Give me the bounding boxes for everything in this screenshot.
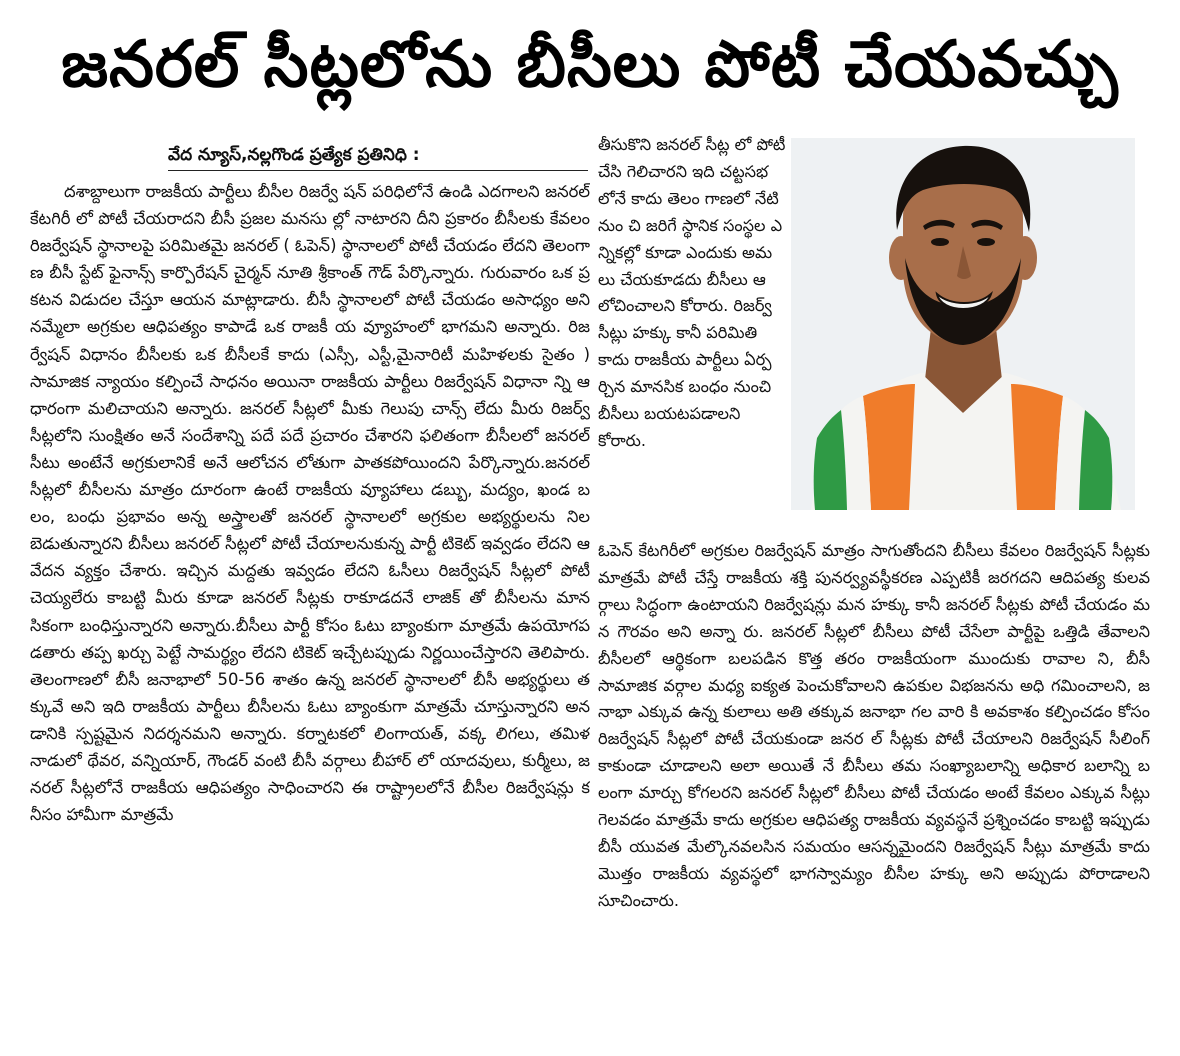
article-paragraph: తీసుకొని జనరల్ సీట్ల లో పోటీ చేసి గెలిచారని ఇది చట్టసభలోనే కాదు తెలం గాణలో నేటి నుం చి జరిగే స్థానిక సంస్థల ఎన్నికల్లో కూడా ఎందుకు అమలు చేయకూడదు బీసీలు ఆలోచించాలని కోరారు. రిజర్వ్ సీట్లు హక్కు కానీ పరిమితి కాదు రాజకీయ పార్టీలు ఏర్పర్చిన మానసిక బంధం నుంచి బీసీలు బయటపడాలని కోరారు. xyxy=(598,135,786,450)
article-column-right-bottom xyxy=(598,538,1150,1038)
eye xyxy=(931,238,949,246)
article-column-left xyxy=(30,178,590,1038)
portrait-illustration xyxy=(791,138,1135,510)
eye xyxy=(977,238,995,246)
headline: జనరల్ సీట్లలోను బీసీలు పోటీ చేయవచ్చు xyxy=(61,28,1119,102)
article-column-right-top xyxy=(598,132,786,532)
byline: వేద న్యూస్,నల్లగొండ ప్రత్యేక ప్రతినిధి : xyxy=(168,140,588,171)
article-paragraph: ఓపెన్ కేటగిరీలో అగ్రకుల రిజర్వేషన్ మాత్రం సాగుతోందని బీసీలు కేవలం రిజర్వేషన్ సీట్లకు మాత్రమే పోటీ చేస్తే రాజకీయ శక్తి పునర్వ్యవస్థీకరణ ఎప్పటికీ జరగదని ఆదిపత్య కులవర్గాలు సిద్ధంగా ఉంటాయని రిజర్వేషన్లు మన హక్కు కానీ జనరల్ సీట్లకు పోటీ చేయడం మన గౌరవం అని అన్నా రు. జనరల్ సీట్లలో బీసీలు పోటీ చేసేలా పార్టీపై ఒత్తిడి తేవాలని బీసీలలో ఆర్థికంగా బలపడిన కొత్త తరం రాజకీయంగా ముందుకు రావాల ని, బీసీ సామాజిక వర్గాల మధ్య ఐక్యత పెంచుకోవాలని ఉపకుల విభజనను అధి గమించాలని, జనాభా ఎక్కువ ఉన్న కులాలు అతి తక్కువ జనాభా గల వారి కి అవకాశం కల్పించడం కోసం రిజర్వేషన్ సీట్లలో పోటీ చేయకుండా జనర ల్ సీట్లకు పోటీ చేయాలని రిజర్వేషన్ సీలింగ్ కాకుండా చూడాలని అలా అయితే నే బీసీలు తమ సంఖ్యాబలాన్ని అధికార బలాన్ని బలంగా మార్చు కోగలరని జనరల్ సీట్లలో బీసీలు పోటీ చేయడం అంటే కేవలం ఎక్కువ సీట్లు గెలవడం మాత్రమే కాదు అగ్రకుల ఆధిపత్య రాజకీయ వ్యవస్థనే ప్రశ్నించడం కాబట్టి ఇప్పుడు బీసీ యువత మేల్కొనవలసిన సమయం ఆసన్నమైందని రిజర్వేషన్ సీట్లు మాత్రమే కాదు మొత్తం రాజకీయ వ్యవస్థలో భాగస్వామ్యం బీసీల హక్కు అని అప్పుడు పోరాడాలని సూచించారు. xyxy=(598,541,1150,910)
portrait-photo xyxy=(791,138,1135,510)
scarf-saffron-stripe xyxy=(1011,384,1063,510)
article-paragraph: దశాబ్దాలుగా రాజకీయ పార్టీలు బీసీల రిజర్వే షన్ పరిధిలోనే ఉండి ఎదగాలని జనరల్ కేటగిరీ లో పోటీ చేయరాదని బీసీ ప్రజల మనసు ల్లో నాటారని దీని ప్రకారం బీసీలకు కేవలం రిజర్వేషన్ స్థానాలపై పరిమితమై జనరల్ ( ఓపెన్) స్థానాలలో పోటీ చేయడం లేదని తెలంగా ణ బీసీ స్టేట్ ఫైనాన్స్ కార్పొరేషన్ చైర్మన్ నూతి శ్రీకాంత్ గౌడ్ పేర్కొన్నారు. గురువారం ఒక ప్రకటన విడుదల చేస్తూ ఆయన మాట్లాడారు. బీసీ స్థానాలలో పోటీ చేయడం అసాధ్యం అని నమ్మేలా అగ్రకుల ఆధిపత్యం కాపాడే ఒక రాజకీ య వ్యూహంలో భాగమని అన్నారు. రిజర్వేషన్ విధానం బీసీలకు ఒక బీసీలకే కాదు (ఎస్సీ, ఎస్టీ,మైనారిటీ మహిళలకు సైతం ) సామాజిక న్యాయం కల్పించే సాధనం అయినా రాజకీయ పార్టీలు రిజర్వేషన్ విధానా న్ని ఆధారంగా మలిచాయని అన్నారు. జనరల్ సీట్లలో మీకు గెలుపు చాన్స్ లేదు మీరు రిజర్వ్ సీట్లలోని సుంక్షితం అనే సందేశాన్ని పదే పదే ప్రచారం చేశారని ఫలితంగా బీసీలలో జనరల్ సీటు అంటేనే అగ్రకులానికే అనే ఆలోచన లోతుగా పాతకపోయిందని పేర్కొన్నారు.జనరల్ సీట్లలో బీసీలను మాత్రం దూరంగా ఉంటే రాజకీయ వ్యూహాలు డబ్బు, మద్యం, ఖండ బలం, బంధు ప్రభావం అన్న అస్త్రాలతో జనరల్ స్థానాలలో అగ్రకుల అభ్యర్థులను నిలబెడుతున్నారని బీసీలు జనరల్ సీట్లలో పోటీ చేయాలనుకున్న పార్టీ టికెట్ ఇవ్వడం లేదని ఆవేదన వ్యక్తం చేశారు. ఇచ్చిన మద్దతు ఇవ్వడం లేదని ఓసీలు రిజర్వేషన్ సీట్లలో పోటీ చెయ్యలేరు కాబట్టి మీరు కూడా జనరల్ సీట్లకు రాకూడదనే లాజిక్ తో బీసీలను మానసికంగా బంధిస్తున్నారని అన్నారు.బీసీలు పార్టీ కోసం ఓటు బ్యాంకుగా మాత్రమే ఉపయోగపడతారు తప్ప ఖర్చు పెట్టే సామర్థ్యం లేదని టికెట్ ఇచ్చేటప్పుడు నిర్ణయించేస్తారని తెలిపారు. తెలంగాణలో బీసీ జనాభాలో 50-56 శాతం ఉన్న జనరల్ స్థానాలలో బీసీ అభ్యర్థులు తక్కువే అని ఇది రాజకీయ పార్టీలు బీసీలను ఓటు బ్యాంకుగా మాత్రమే చూస్తున్నారని అనడానికి స్పష్టమైన నిదర్శనమని అన్నారు. కర్నాటకలో లింగాయత్, వక్క లిగలు, తమిళనాడులో థేవర, వన్నియార్, గౌండర్ వంటి బీసీ వర్గాలు బీహార్ లో యాదవులు, కుర్మీలు, జనరల్ సీట్లలోనే రాజకీయ ఆధిపత్యం సాధించారని ఈ రాష్ట్రాలలోనే బీసీల రిజర్వేషన్లు కనీసం హామీగా మాత్రమే xyxy=(30,182,590,825)
scarf-saffron-stripe xyxy=(863,384,915,510)
